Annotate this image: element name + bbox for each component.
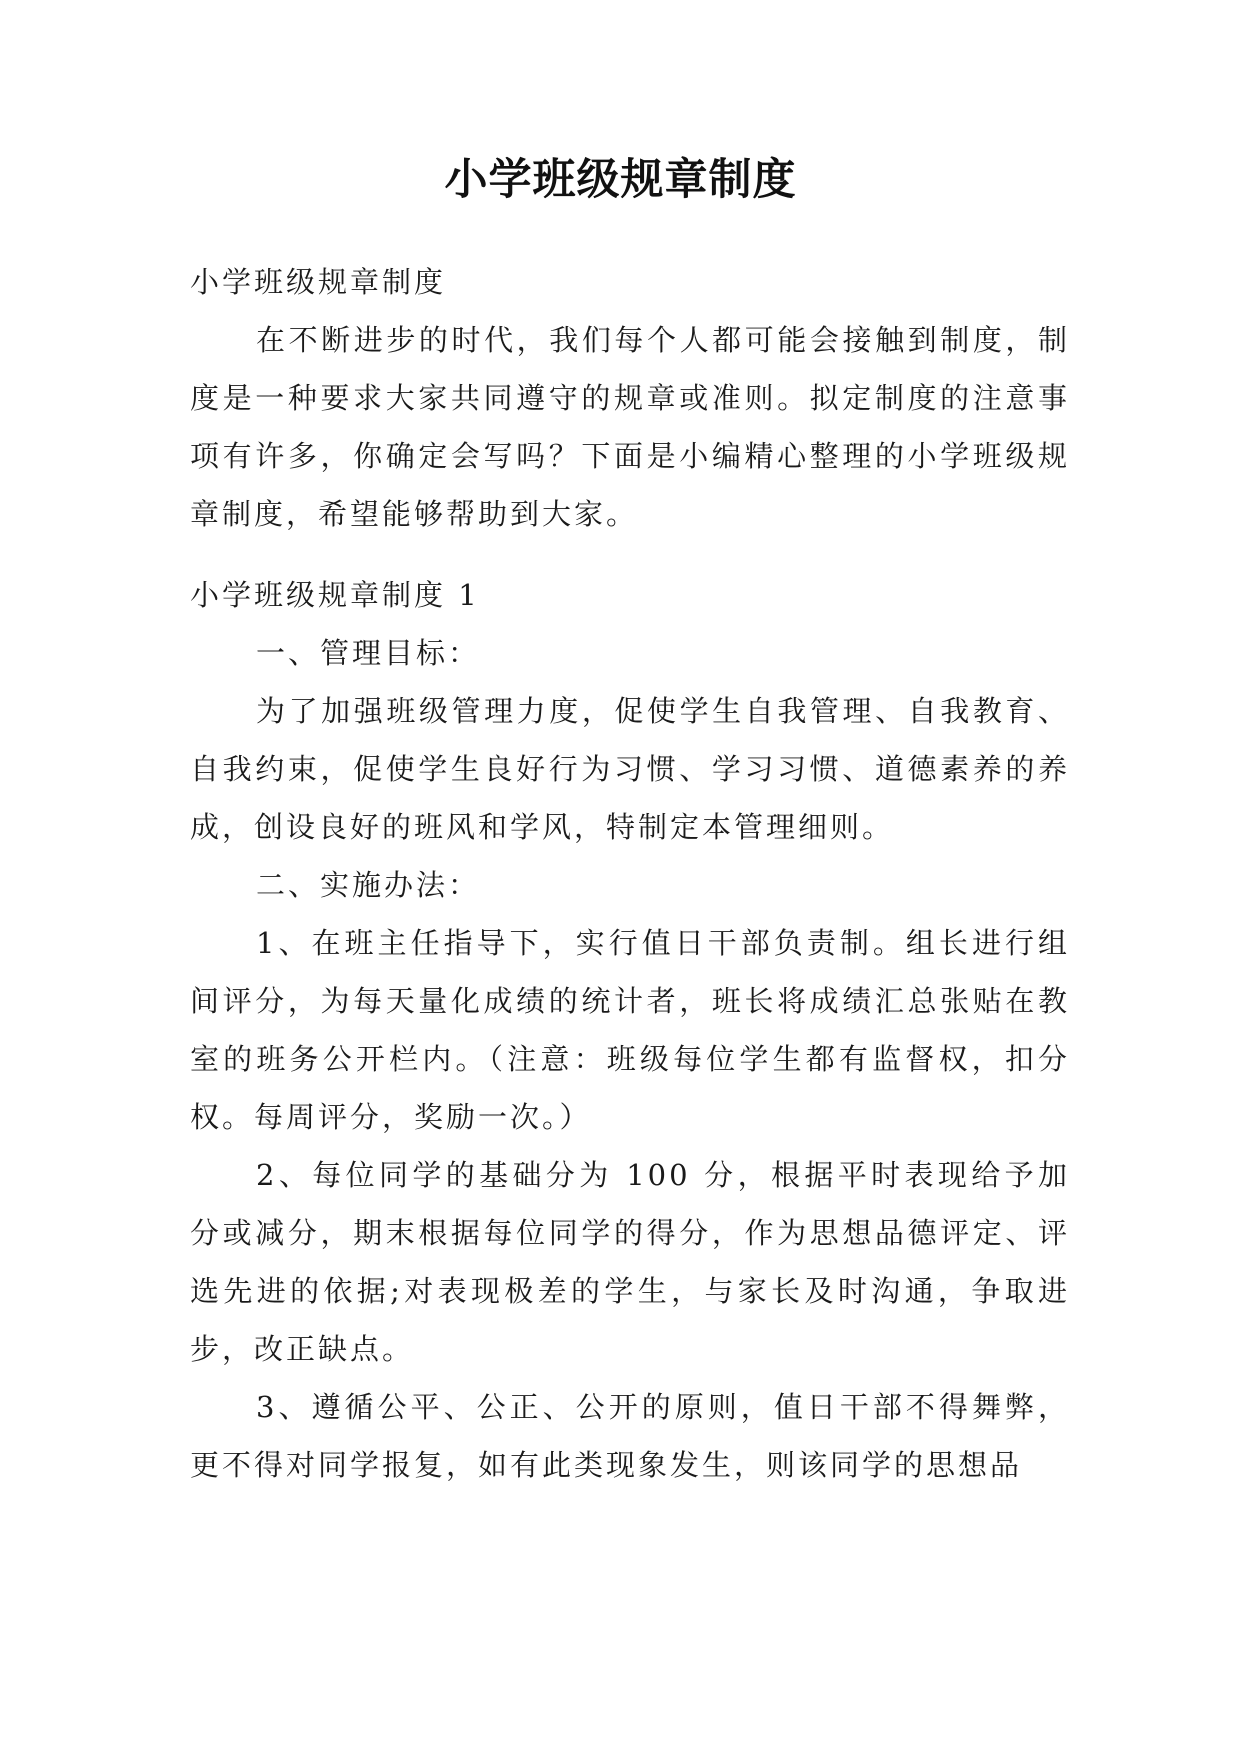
heading-implementation: 二、实施办法：	[256, 868, 481, 902]
document-title: 小学班级规章制度	[444, 155, 797, 205]
list-item-2: 2、每位同学的基础分为 100 分，根据平时表现给予加分或减分，期末根据每位同学的得分，作为思想品德评定、评选先进的依据;对表现极差的学生，与家长及时沟通，争取进步，改正缺点。	[190, 1158, 1070, 1366]
list-item-3: 3、遵循公平、公正、公开的原则，值日干部不得舞弊，更不得对同学报复，如有此类现象发生，则该同学的思想品	[190, 1390, 1070, 1482]
intro-paragraph: 在不断进步的时代，我们每个人都可能会接触到制度，制度是一种要求大家共同遵守的规章或准则。拟定制度的注意事项有许多，你确定会写吗？下面是小编精心整理的小学班级规章制度，希望能够帮助到大家。	[190, 323, 1070, 531]
heading-management-goal: 一、管理目标：	[256, 636, 481, 670]
list-item-1: 1、在班主任指导下，实行值日干部负责制。组长进行组间评分，为每天量化成绩的统计者，班长将成绩汇总张贴在教室的班务公开栏内。（注意：班级每位学生都有监督权，扣分权。每周评分，奖励一次。）	[190, 926, 1070, 1134]
paragraph-management-goal: 为了加强班级管理力度，促使学生自我管理、自我教育、自我约束，促使学生良好行为习惯、学习习惯、道德素养的养成，创设良好的班风和学风，特制定本管理细则。	[190, 694, 1070, 844]
section-heading: 小学班级规章制度 1	[190, 578, 480, 612]
document-subtitle: 小学班级规章制度	[190, 265, 447, 299]
